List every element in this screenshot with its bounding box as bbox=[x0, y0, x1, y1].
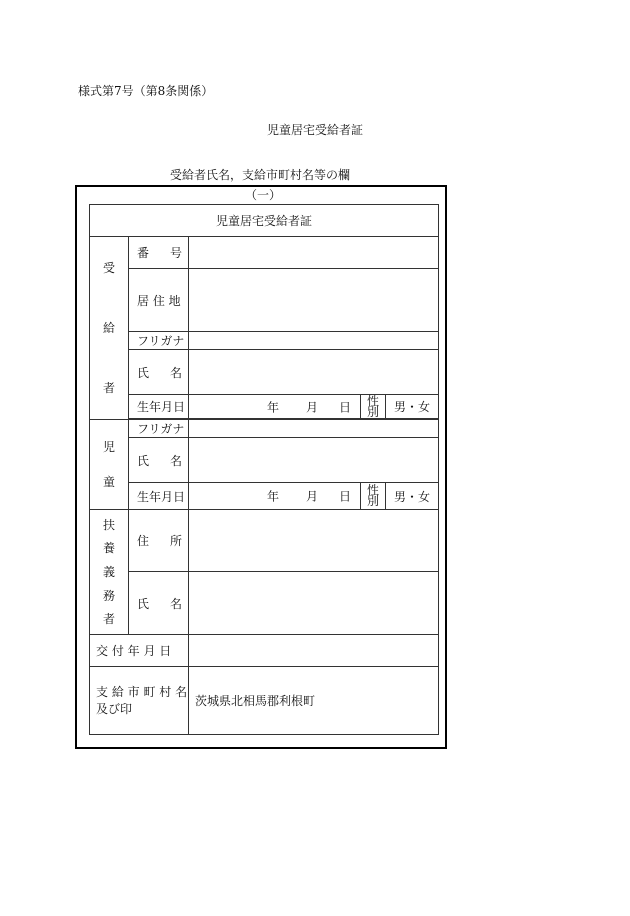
label-char: 所 bbox=[169, 534, 182, 548]
recipient-sex-options[interactable]: 男・女 bbox=[386, 395, 439, 419]
label-char: 番 bbox=[137, 246, 150, 260]
date-unit-day: 日 bbox=[339, 400, 352, 414]
child-name-label bbox=[129, 438, 189, 483]
recipient-sex-label: 性別 bbox=[361, 395, 386, 419]
certificate-table bbox=[89, 204, 439, 735]
child-furigana-field[interactable] bbox=[189, 420, 439, 438]
municipality-label bbox=[90, 667, 189, 735]
recipient-number-label bbox=[129, 237, 189, 269]
issue-date-label: 交 付 年 月 日 bbox=[90, 635, 189, 667]
label-char: 住 bbox=[137, 534, 150, 548]
child-birthdate-field[interactable] bbox=[189, 483, 361, 510]
label-char: 氏 bbox=[137, 453, 150, 468]
recipient-birthdate-label: 生年月日 bbox=[129, 395, 189, 419]
date-unit-day: 日 bbox=[339, 489, 352, 504]
municipality-label-line: 及び印 bbox=[96, 701, 133, 716]
child-group-char: 児 bbox=[102, 440, 115, 454]
child-group-char: 童 bbox=[102, 475, 115, 489]
form-number: 様式第7号（第8条関係） bbox=[78, 84, 214, 98]
guardian-name-field[interactable] bbox=[189, 572, 439, 635]
recipient-name-label bbox=[129, 350, 189, 395]
recipient-group-char: 受 bbox=[102, 261, 115, 275]
label-char: 号 bbox=[169, 246, 182, 260]
recipient-group-char: 者 bbox=[102, 381, 115, 395]
recipient-group-char: 給 bbox=[102, 321, 115, 335]
label-char: 氏 bbox=[137, 365, 150, 380]
card-title: 児童居宅受給者証 bbox=[90, 205, 439, 237]
guardian-name-label bbox=[129, 572, 189, 635]
municipality-label-line: 支 給 市 町 村 名 bbox=[96, 684, 188, 699]
section-mark: （一） bbox=[244, 188, 281, 202]
child-group-label bbox=[90, 420, 129, 510]
guardian-group-char: 養 bbox=[102, 541, 115, 556]
guardian-group-char: 扶 bbox=[102, 517, 115, 532]
child-name-field[interactable] bbox=[189, 438, 439, 483]
child-furigana-label: フリガナ bbox=[129, 420, 189, 438]
label-char: 名 bbox=[169, 365, 182, 380]
municipality-value: 茨城県北相馬郡利根町 bbox=[189, 667, 439, 735]
recipient-furigana-field[interactable] bbox=[189, 332, 439, 350]
recipient-name-field[interactable] bbox=[189, 350, 439, 395]
recipient-address-field[interactable] bbox=[189, 269, 439, 332]
guardian-group-char: 義 bbox=[102, 564, 115, 579]
child-sex-label: 性別 bbox=[361, 483, 386, 510]
date-unit-year: 年 bbox=[267, 400, 280, 414]
date-unit-month: 月 bbox=[306, 400, 319, 414]
recipient-furigana-label: フリガナ bbox=[129, 332, 189, 350]
child-birthdate-label: 生年月日 bbox=[129, 483, 189, 510]
recipient-address-label: 居 住 地 bbox=[129, 269, 189, 332]
recipient-group-label bbox=[90, 237, 129, 420]
label-char: 氏 bbox=[137, 596, 150, 611]
date-unit-month: 月 bbox=[306, 489, 319, 504]
date-unit-year: 年 bbox=[267, 489, 280, 504]
guardian-group-label bbox=[90, 510, 129, 635]
guardian-address-field[interactable] bbox=[189, 510, 439, 572]
document-title: 児童居宅受給者証 bbox=[266, 123, 363, 137]
child-sex-options[interactable]: 男・女 bbox=[386, 483, 439, 510]
recipient-number-field[interactable] bbox=[189, 237, 439, 269]
guardian-group-char: 者 bbox=[102, 612, 115, 627]
issue-date-field[interactable] bbox=[189, 635, 439, 667]
guardian-address-label bbox=[129, 510, 189, 572]
label-char: 名 bbox=[169, 453, 182, 468]
label-char: 名 bbox=[169, 596, 182, 611]
guardian-group-char: 務 bbox=[102, 588, 115, 603]
recipient-birthdate-field[interactable] bbox=[189, 395, 361, 419]
subtitle: 受給者氏名，支給市町村名等の欄 bbox=[169, 168, 350, 182]
